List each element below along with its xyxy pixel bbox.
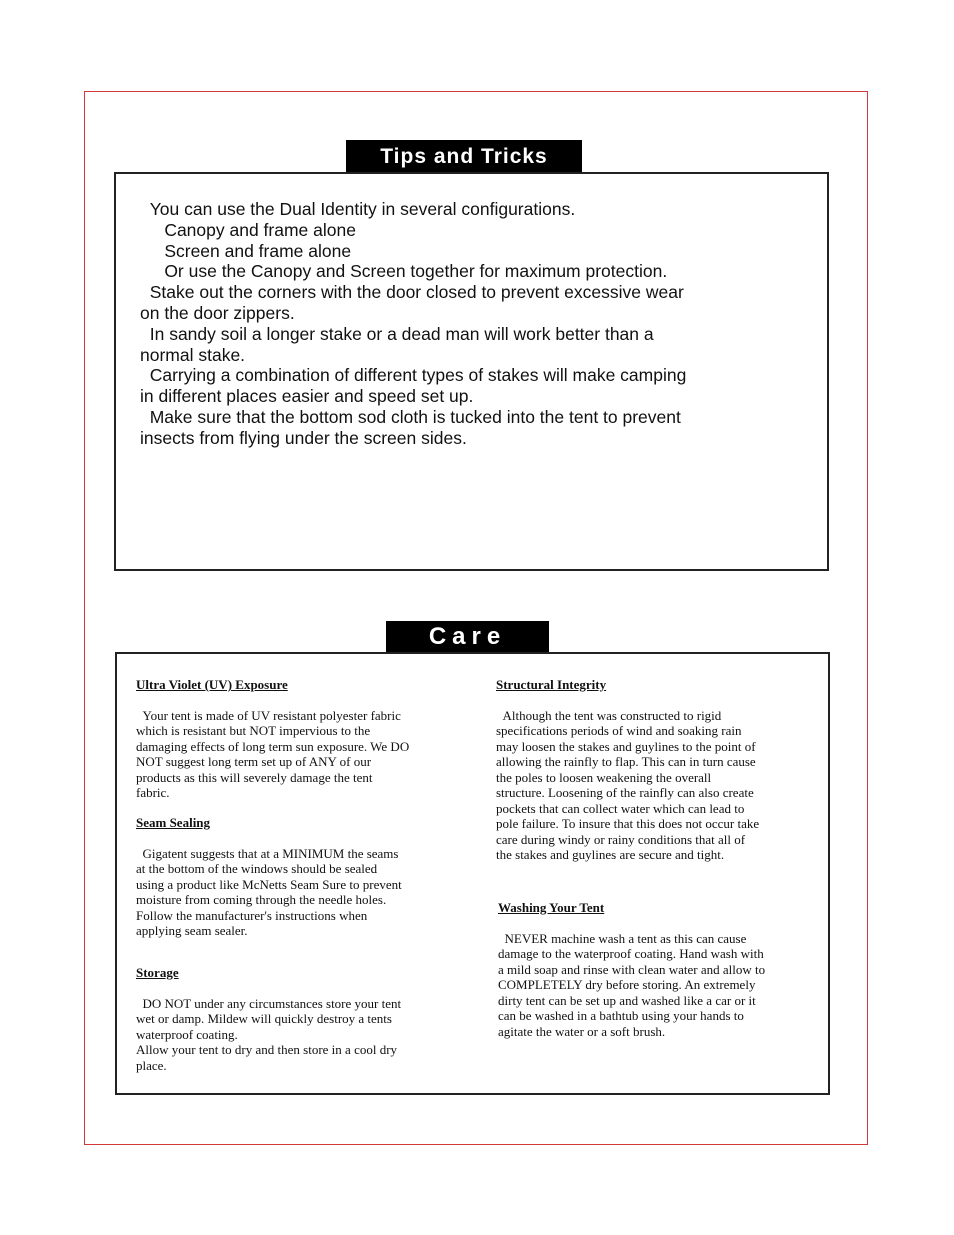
section-body: Although the tent was constructed to rigid specifications periods of wind and soaking rain may loosen the stakes and guylines to the point of allowing the rainfly to flap. This can in turn cause the poles to loosen weakening the overall structure. Loosening of the rainfly can also create pockets that can collect water which can lead to pole failure. To insure that this does not occur take care during windy or rainy conditions that all of the stakes and guylines are secure and tight.: [496, 707, 760, 862]
section-washing: [498, 900, 813, 1039]
section-title: Seam Sealing: [136, 815, 211, 830]
section-seam-sealing: [136, 815, 461, 939]
section-title: Storage: [136, 965, 179, 980]
section-uv-exposure: [136, 677, 461, 801]
tips-heading: Tips and Tricks: [346, 140, 582, 172]
section-body: Your tent is made of UV resistant polyester fabric which is resistant but NOT impervious to the damaging effects of long term sun exposure. We DO NOT suggest long term set up of ANY of our products as this will severely damage the tent fabric.: [136, 707, 410, 800]
section-title: Washing Your Tent: [498, 900, 605, 915]
section-title: Ultra Violet (UV) Exposure: [136, 677, 288, 692]
care-heading: Care: [386, 621, 549, 652]
tips-text: You can use the Dual Identity in several configurations. Canopy and frame alone Screen and frame alone Or use the Canopy and Screen together for maximum protection. Stake out the corners with the door closed to prevent excessive wear on the door zippers. In sandy soil a longer stake or a dead man will work better than a normal stake. Carrying a combination of different types of stakes will make camping in different places easier and speed set up. Make sure that the bottom sod cloth is tucked into the tent to prevent insects from flying under the screen sides.: [140, 199, 687, 448]
section-storage: [136, 965, 461, 1073]
section-body: DO NOT under any circumstances store your tent wet or damp. Mildew will quickly destroy a tents waterproof coating. Allow your tent to dry and then store in a cool dry place.: [136, 995, 402, 1073]
section-title: Structural Integrity: [496, 677, 607, 692]
section-structural-integrity: [496, 677, 811, 863]
section-body: Gigatent suggests that at a MINIMUM the seams at the bottom of the windows should be sealed using a product like McNetts Seam Sure to prevent moisture from coming through the needle holes. Follow the manufacturer's instructions when applying seam sealer.: [136, 845, 402, 938]
section-body: NEVER machine wash a tent as this can cause damage to the waterproof coating. Hand wash with a mild soap and rinse with clean water and allow to COMPLETELY dry before storing. An extremely dirty tent can be set up and washed like a car or it can be washed in a bathtub using your hands to agitate the water or a soft brush.: [498, 930, 766, 1039]
